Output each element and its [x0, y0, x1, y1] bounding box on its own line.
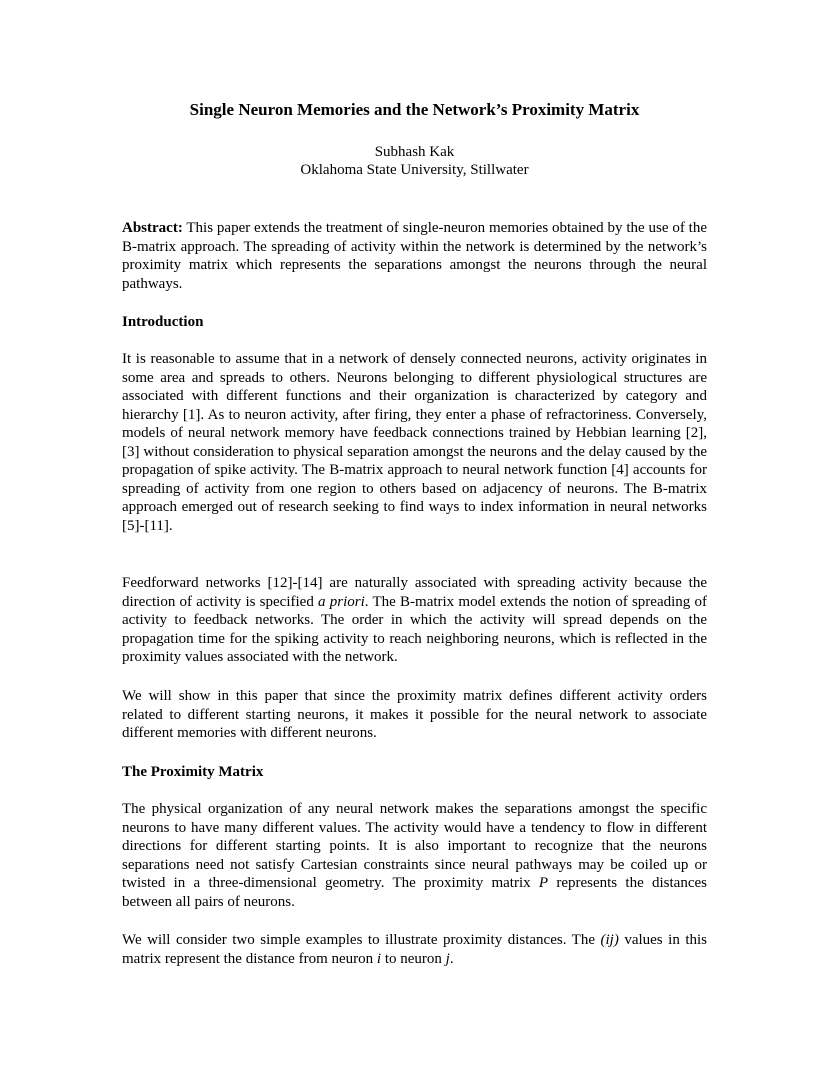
proximity-paragraph-2: [122, 931, 707, 968]
introduction-paragraph-2: [122, 574, 707, 667]
prox-p1-text-b: represents the distances between all pairs of neurons.: [122, 875, 707, 910]
prox-p2-text-d: .: [449, 950, 454, 967]
abstract-label: Abstract:: [122, 220, 183, 236]
proximity-matrix-heading: The Proximity Matrix: [122, 764, 264, 780]
abstract-text: This paper extends the treatment of single-neuron memories obtained by the use of the B-matrix approach. The spreading of activity within the network is determined by the network’s proximity matrix which represents the separations amongst the neurons through the neural pathways.: [122, 220, 707, 292]
author-affiliation: Oklahoma State University, Stillwater: [300, 162, 529, 178]
proximity-paragraph-1: [122, 800, 707, 911]
introduction-paragraph-3: We will show in this paper that since the proximity matrix defines different activity orders related to different starting neurons, it makes it possible for the neural network to associate different memories with different neurons.: [122, 688, 707, 741]
author-name: Subhash Kak: [374, 144, 455, 160]
intro-p2-text-b: . The B-matrix model extends the notion of spreading of activity to feedback networks. The order in which the activity will spread depends on the propagation time for the spiking activity to reach neighboring neurons, which is reflected in the proximity values associated with the network.: [122, 593, 707, 665]
intro-p2-italic: a priori: [318, 593, 365, 610]
author-block: [122, 143, 707, 179]
prox-p1-italic-p: P: [538, 875, 549, 891]
prox-p2-i: i: [376, 950, 382, 967]
abstract-paragraph: [122, 219, 707, 293]
prox-p2-text-b: values in this matrix represent the distance from neuron: [122, 932, 707, 967]
introduction-paragraph-1: It is reasonable to assume that in a network of densely connected neurons, activity originates in some area and spreads to others. Neurons belonging to different physiological structures are associated with different functions and their organization is characterized by category and hierarchy [1]. As to neuron activity, after firing, they enter a phase of refractoriness. Conversely, models of neural network memory have feedback connections trained by Hebbian learning [2],[3] without consideration to physical separation amongst the neurons and the delay caused by the propagation of spike activity. The B-matrix approach to neural network function [4] accounts for spreading of activity from one region to others based on adjacency of neurons. The B-matrix approach emerged out of research seeking to find ways to index information in neural networks [5]-[11].: [122, 351, 707, 534]
introduction-heading: Introduction: [122, 314, 204, 330]
prox-p2-text-c: to neuron: [381, 950, 446, 967]
intro-p2-text-a: Feedforward networks [12]-[14] are naturally associated with spreading activity because the direction of activity is specified: [122, 575, 707, 610]
prox-p2-ij: (ij): [600, 932, 619, 948]
prox-p1-text-a: The physical organization of any neural network makes the separations amongst the specific neurons to have many different values. The activity would have a tendency to flow in different directions for different starting points. It is also important to recognize that the neurons separations need not satisfy Cartesian constraints since neural pathways may be coiled up or twisted in a three-dimensional geometry. The proximity matrix: [122, 801, 707, 891]
prox-p2-j: j: [445, 950, 450, 967]
prox-p2-text-a: We will consider two simple examples to illustrate proximity distances. The: [122, 932, 601, 948]
paper-title: Single Neuron Memories and the Network’s Proximity Matrix: [189, 100, 640, 119]
